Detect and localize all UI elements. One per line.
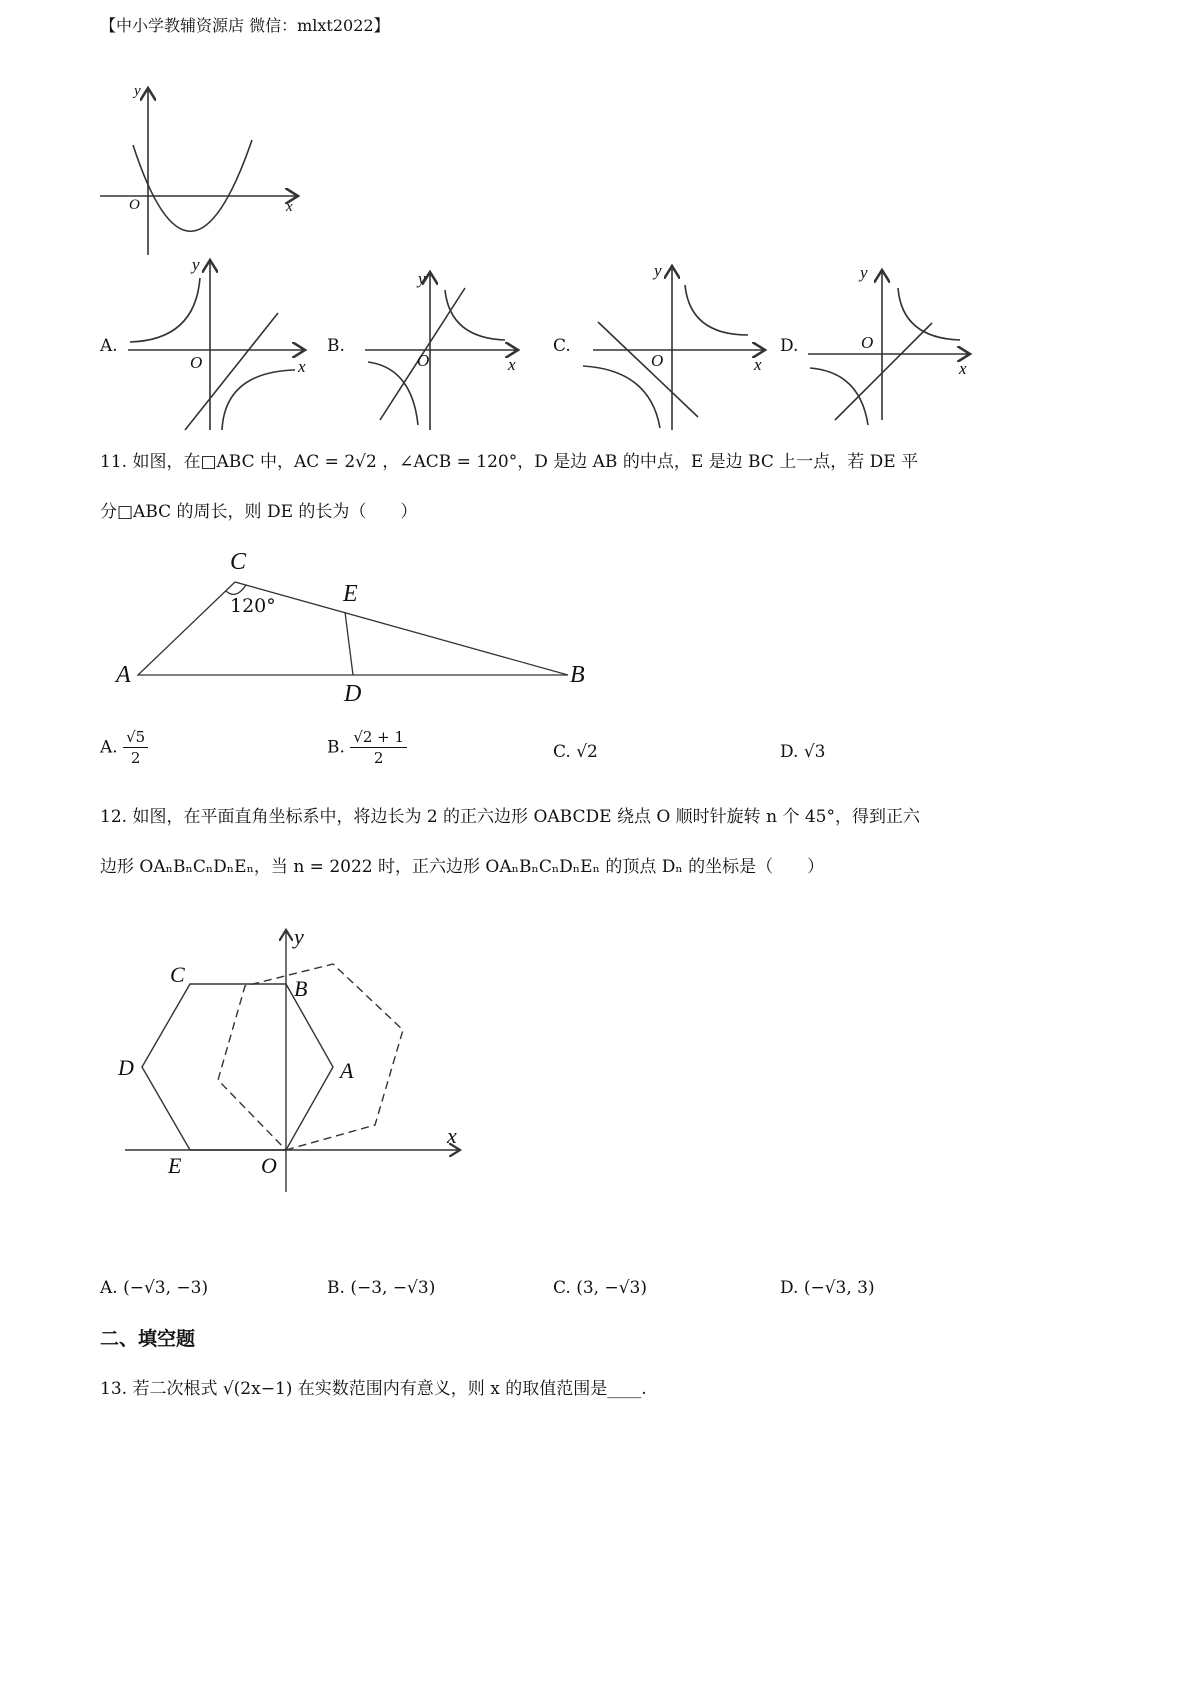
origin-label: O (261, 1153, 277, 1178)
q11-text-line2: 分□ABC 的周长，则 DE 的长为（ ） (100, 502, 418, 522)
q11-text-line1: 11. 如图，在□ABC 中，AC = 2√2 ，∠ACB = 120°，D 是边 AB 的中点，E 是边 BC 上一点，若 DE 平 (100, 452, 919, 472)
q11-option-b[interactable] (327, 730, 407, 766)
vertex-e-label: E (168, 1153, 182, 1178)
option-value: √3 (803, 742, 826, 762)
option-b-label[interactable]: B. (327, 336, 345, 356)
q12-option-c[interactable] (553, 1280, 647, 1297)
section-heading: 二、填空题 (100, 1328, 196, 1350)
vertex-a-label: A (340, 1058, 354, 1083)
option-a-graph (128, 260, 305, 430)
axis-label-o: O (417, 351, 430, 370)
option-value: (−3, −√3) (350, 1278, 436, 1298)
option-label: B. (327, 1278, 345, 1298)
vertex-e-label: E (343, 581, 358, 607)
option-value: √2 (576, 742, 598, 762)
axis-label-o: O (861, 333, 874, 352)
axis-label-y: y (294, 924, 304, 949)
option-value: (3, −√3) (576, 1278, 647, 1298)
option-label: C. (553, 742, 571, 762)
option-label: D. (780, 742, 799, 762)
axis-label-o: O (651, 351, 664, 370)
axis-label-x: x (508, 355, 516, 374)
axis-label-y: y (418, 269, 426, 288)
axis-label-x: x (754, 355, 762, 374)
axis-label-y: y (134, 83, 141, 99)
option-label: A. (100, 1278, 118, 1298)
option-c-label[interactable]: C. (553, 336, 571, 356)
angle-label: 120° (230, 595, 276, 617)
q11-option-a[interactable] (100, 730, 148, 766)
option-b-graph (365, 269, 518, 430)
vertex-a-label: A (116, 662, 131, 688)
option-label: D. (780, 1278, 799, 1298)
axis-label-x: x (447, 1123, 457, 1148)
axis-label-x: x (286, 199, 293, 215)
denominator: 2 (130, 749, 141, 767)
q13-text: 13. 若二次根式 √(2x−1) 在实数范围内有意义，则 x 的取值范围是____. (100, 1379, 647, 1399)
vertex-c-label: C (230, 549, 247, 575)
option-label: B. (327, 737, 345, 758)
axis-label-o: O (129, 197, 140, 213)
option-label: A. (100, 737, 118, 758)
axis-label-o: O (190, 353, 203, 372)
option-label: C. (553, 1278, 571, 1298)
q12-text-line1: 12. 如图，在平面直角坐标系中，将边长为 2 的正六边形 OABCDE 绕点 O 顺时针旋转 n 个 45°，得到正六 (100, 807, 920, 827)
numerator: √5 (123, 730, 148, 748)
option-value: (−√3, 3) (803, 1278, 875, 1298)
option-d-graph (808, 270, 970, 425)
vertex-d-label: D (118, 1055, 134, 1080)
vertex-d-label: D (344, 681, 362, 707)
axis-label-y: y (192, 255, 200, 274)
vertex-b-label: B (294, 976, 308, 1001)
q11-option-d[interactable] (780, 744, 826, 761)
parabola-graph (100, 88, 298, 255)
q11-option-c[interactable] (553, 744, 598, 761)
axis-label-y: y (654, 261, 662, 280)
header-watermark: 【中小学教辅资源店 微信：mlxt2022】 (100, 16, 390, 35)
numerator: √2 + 1 (350, 730, 407, 748)
option-c-graph (583, 266, 765, 430)
axis-label-x: x (298, 357, 306, 376)
vertex-c-label: C (170, 962, 185, 987)
option-d-label[interactable]: D. (780, 336, 799, 356)
option-a-label[interactable]: A. (100, 336, 118, 356)
vertex-b-label: B (570, 662, 585, 688)
q12-option-a[interactable] (100, 1280, 208, 1297)
q12-text-line2: 边形 OAₙBₙCₙDₙEₙ，当 n = 2022 时，正六边形 OAₙBₙCₙDₙEₙ 的顶点 Dₙ 的坐标是（ ） (100, 857, 825, 877)
axis-label-y: y (860, 263, 868, 282)
q12-option-b[interactable] (327, 1280, 435, 1297)
denominator: 2 (373, 749, 384, 767)
option-value: (−√3, −3) (123, 1278, 209, 1298)
q12-option-d[interactable] (780, 1280, 875, 1297)
axis-label-x: x (959, 359, 967, 378)
